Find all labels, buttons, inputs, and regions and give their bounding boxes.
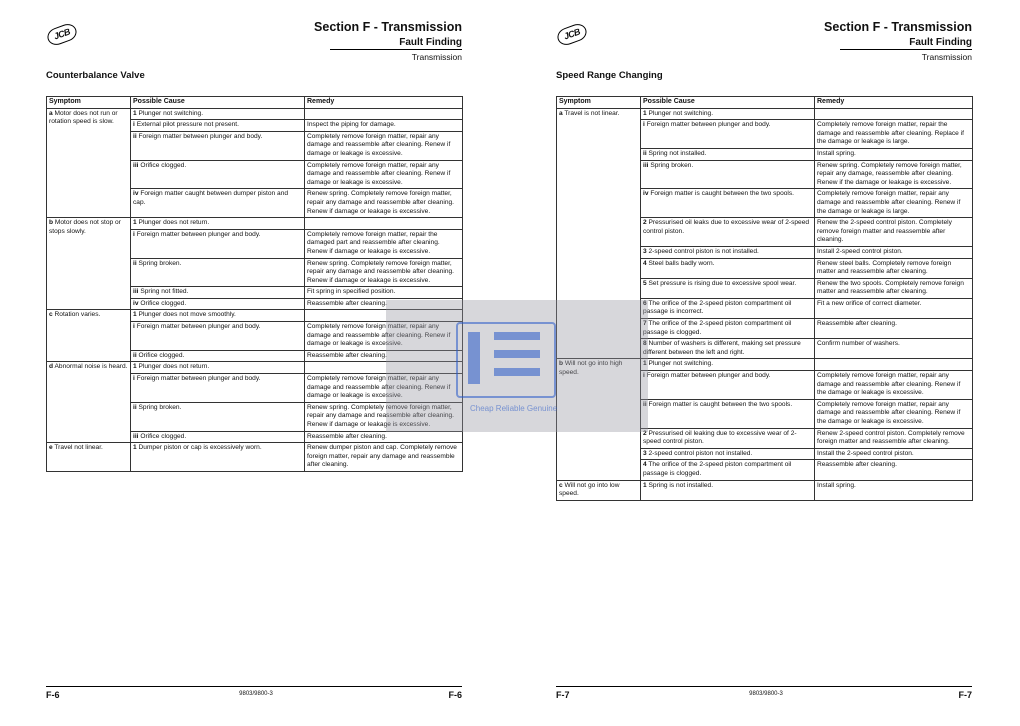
section-title: Section F - Transmission — [314, 20, 462, 34]
cause-number: i — [643, 372, 645, 380]
chapter-label: Transmission — [411, 52, 462, 62]
cause-text: Spring broken. — [138, 259, 182, 267]
cause-cell — [641, 218, 815, 247]
table-title: Speed Range Changing — [556, 70, 663, 81]
remedy-cell: Inspect the piping for damage. — [305, 120, 463, 132]
cause-text: Pressurised oil leaks due to excessive wear of 2-speed control piston. — [643, 219, 810, 235]
watermark-logo-icon — [456, 322, 556, 398]
cause-number: iii — [133, 288, 139, 296]
cause-number: ii — [133, 351, 137, 359]
symptom-text: Rotation varies. — [54, 311, 101, 319]
cause-cell — [131, 443, 305, 472]
symptom-number: e — [49, 444, 53, 452]
remedy-cell: Renew the 2-speed control piston. Completely remove foreign matter and reassemble after cleaning. — [815, 218, 973, 247]
cause-cell — [131, 310, 305, 322]
cause-text: Foreign matter between plunger and body. — [136, 323, 261, 331]
cause-text: Foreign matter between plunger and body. — [646, 121, 771, 129]
remedy-cell: Completely remove foreign matter, repair any damage and reassemble after cleaning. Renew if the damage or leakage is excessive. — [815, 399, 973, 428]
symptom-cell — [47, 443, 131, 472]
jcb-logo: JCB — [45, 21, 79, 47]
remedy-cell: Renew spring. Completely remove foreign matter, repair any damage, reassemble after cleaning. Renew if the damage or leakage is excessive. — [815, 160, 973, 189]
cause-text: Orifice clogged. — [138, 351, 185, 359]
remedy-cell: Install the 2-speed control piston. — [815, 448, 973, 460]
table-title: Counterbalance Valve — [46, 70, 145, 81]
cause-text: Spring is not installed. — [648, 481, 714, 489]
cause-cell — [131, 131, 305, 160]
cause-cell — [131, 160, 305, 189]
cause-number: 1 — [133, 444, 137, 452]
remedy-cell: Renew spring. Completely remove foreign matter, repair any damage and reassemble after cleaning. Renew if damage or leakage is excessive. — [305, 189, 463, 218]
table-row — [557, 480, 973, 500]
table-row — [557, 108, 973, 120]
table-header-row — [47, 97, 463, 109]
table-header-row — [557, 97, 973, 109]
cause-cell — [131, 374, 305, 403]
remedy-cell: Reassemble after cleaning. — [305, 298, 463, 310]
remedy-cell — [815, 108, 973, 120]
symptom-cell — [47, 310, 131, 362]
remedy-cell: Completely remove foreign matter, repair the damage and reassemble after cleaning. Replace if the damage or leakage is large. — [815, 120, 973, 149]
cause-number: ii — [133, 403, 137, 411]
watermark — [386, 300, 648, 432]
cause-text: The orifice of the 2-speed piston compartment oil passage is incorrect. — [643, 299, 792, 316]
cause-cell — [131, 350, 305, 362]
page-number-left: F-7 — [556, 690, 570, 700]
cause-text: The orifice of the 2-speed piston compartment oil passage is clogged. — [643, 320, 792, 336]
remedy-cell — [305, 218, 463, 230]
cause-cell — [131, 229, 305, 258]
page-number-right: F-6 — [448, 690, 462, 700]
page-number-right: F-7 — [958, 690, 972, 700]
cause-number: 7 — [643, 320, 647, 328]
table-row — [47, 443, 463, 472]
cause-text: Spring broken. — [138, 403, 182, 411]
cause-text: Plunger does not return. — [138, 219, 210, 227]
cause-cell — [131, 322, 305, 351]
symptom-number: c — [559, 481, 563, 489]
header-rule — [840, 49, 972, 50]
symptom-cell — [47, 108, 131, 218]
remedy-cell: Renew dumper piston and cap. Completely remove foreign matter, repair any damage and reassemble after cleaning. — [305, 443, 463, 472]
header-cause: Possible Cause — [131, 97, 305, 109]
cause-text: Plunger does not move smoothly. — [138, 311, 236, 319]
header-remedy: Remedy — [815, 97, 973, 109]
remedy-cell: Install 2-speed control piston. — [815, 246, 973, 258]
doc-code: 9803/9800-3 — [749, 691, 783, 697]
cause-cell — [641, 460, 815, 480]
cause-number: 1 — [133, 109, 137, 117]
cause-text: Spring not installed. — [648, 149, 707, 157]
cause-cell — [131, 189, 305, 218]
header-symptom: Symptom — [47, 97, 131, 109]
table-row — [47, 108, 463, 120]
footer-rule — [46, 686, 462, 687]
cause-cell — [641, 339, 815, 359]
symptom-text: Will not go into low speed. — [559, 481, 620, 498]
cause-cell — [131, 108, 305, 120]
cause-number: 8 — [643, 340, 647, 348]
cause-number: i — [643, 121, 645, 129]
symptom-text: Abnormal noise is heard. — [54, 363, 128, 371]
symptom-number: d — [49, 363, 54, 371]
remedy-cell: Renew spring. Completely remove foreign matter, repair any damage and reassemble after cleaning. Renew if damage or leakage is excessive. — [305, 402, 463, 431]
chapter-label: Transmission — [921, 52, 972, 62]
cause-cell — [641, 160, 815, 189]
symptom-number: a — [49, 109, 53, 117]
cause-text: Plunger not switching. — [648, 360, 714, 368]
cause-cell — [641, 298, 815, 318]
symptom-number: c — [49, 311, 53, 319]
remedy-cell: Completely remove foreign matter, repair the damaged part and reassemble after cleaning. Renew if damage or leakage is excessive. — [305, 229, 463, 258]
section-subtitle: Fault Finding — [909, 37, 972, 48]
remedy-cell — [305, 108, 463, 120]
cause-number: ii — [133, 259, 137, 267]
header-cause: Possible Cause — [641, 97, 815, 109]
remedy-cell: Completely remove foreign matter, repair any damage and reassemble after cleaning. Renew if damage or leakage is excessive. — [305, 160, 463, 189]
cause-text: Foreign matter caught between dumper piston and cap. — [133, 190, 289, 206]
symptom-cell — [47, 362, 131, 443]
cause-number: i — [133, 230, 135, 238]
symptom-text: Motor does not stop or stops slowly. — [49, 219, 121, 235]
doc-code: 9803/9800-3 — [239, 691, 273, 697]
cause-cell — [641, 189, 815, 218]
remedy-cell: Reassemble after cleaning. — [815, 319, 973, 339]
cause-cell — [641, 108, 815, 120]
header-remedy: Remedy — [305, 97, 463, 109]
cause-number: i — [133, 121, 135, 129]
watermark-text: Cheap Reliable Genuine — [470, 404, 558, 413]
cause-number: 1 — [133, 219, 137, 227]
cause-cell — [131, 218, 305, 230]
cause-text: Orifice clogged. — [140, 432, 187, 440]
remedy-cell: Confirm number of washers. — [815, 339, 973, 359]
jcb-logo: JCB — [555, 21, 589, 47]
cause-text: Steel balls badly worn. — [648, 259, 715, 267]
cause-number: 1 — [133, 311, 137, 319]
cause-number: ii — [643, 149, 647, 157]
remedy-cell: Fit a new orifice of correct diameter. — [815, 298, 973, 318]
cause-number: iv — [133, 190, 139, 198]
cause-text: Plunger does not return. — [138, 363, 210, 371]
cause-text: Foreign matter is caught between the two spools. — [648, 400, 793, 408]
symptom-text: Will not go into high speed. — [559, 360, 623, 377]
remedy-cell: Completely remove foreign matter, repair any damage and reassemble after cleaning. Renew if damage or leakage is excessive. — [305, 374, 463, 403]
cause-cell — [641, 371, 815, 400]
cause-number: 2 — [643, 219, 647, 227]
section-subtitle: Fault Finding — [399, 37, 462, 48]
symptom-cell — [557, 480, 641, 500]
cause-text: Foreign matter between plunger and body. — [136, 375, 261, 383]
remedy-cell: Completely remove foreign matter, repair any damage and reassemble after cleaning. Renew if damage or leakage is excessive. — [305, 322, 463, 351]
cause-number: 1 — [643, 109, 647, 117]
cause-text: Spring not fitted. — [140, 288, 189, 296]
cause-cell — [641, 148, 815, 160]
cause-cell — [641, 448, 815, 460]
cause-number: iii — [643, 161, 649, 169]
cause-cell — [641, 428, 815, 448]
cause-number: 5 — [643, 279, 647, 287]
remedy-cell: Renew spring. Completely remove foreign matter, repair any damage and reassemble after cleaning. Renew if damage or leakage is excessive. — [305, 258, 463, 287]
cause-number: i — [133, 323, 135, 331]
cause-text: Spring broken. — [650, 161, 694, 169]
cause-number: ii — [133, 132, 137, 140]
symptom-text: Motor does not run or rotation speed is slow. — [49, 109, 118, 126]
remedy-cell: Install spring. — [815, 480, 973, 500]
cause-number: 1 — [643, 360, 647, 368]
table-row — [47, 218, 463, 230]
cause-text: Orifice clogged. — [140, 299, 187, 307]
cause-text: External pilot pressure not present. — [136, 121, 239, 129]
symptom-number: b — [559, 360, 564, 368]
cause-number: 1 — [133, 363, 137, 371]
cause-number: 3 — [643, 247, 647, 255]
cause-number: iii — [133, 161, 139, 169]
footer-rule — [556, 686, 972, 687]
symptom-number: b — [49, 219, 54, 227]
remedy-cell: Completely remove foreign matter, repair any damage and reassemble after cleaning. Renew if damage or leakage is excessive. — [305, 131, 463, 160]
cause-text: Pressurised oil leaking due to excessive wear of 2-speed control piston. — [643, 429, 797, 446]
cause-cell — [131, 362, 305, 374]
header-rule — [330, 49, 462, 50]
symptom-cell — [47, 218, 131, 310]
cause-number: 1 — [643, 481, 647, 489]
cause-number: 4 — [643, 259, 647, 267]
cause-cell — [131, 431, 305, 443]
remedy-cell: Renew 2-speed control piston. Completely remove foreign matter and reassemble after cleaning. — [815, 428, 973, 448]
cause-text: Foreign matter between plunger and body. — [136, 230, 261, 238]
cause-cell — [641, 480, 815, 500]
cause-cell — [131, 402, 305, 431]
cause-number: 2 — [643, 429, 647, 437]
cause-text: 2-speed control piston is not installed. — [648, 247, 759, 255]
remedy-cell: Completely remove foreign matter, repair any damage and reassemble after cleaning. Renew if the damage or leakage is large. — [815, 189, 973, 218]
page-number-left: F-6 — [46, 690, 60, 700]
cause-cell — [641, 319, 815, 339]
cause-number: iii — [133, 432, 139, 440]
cause-cell — [641, 359, 815, 371]
fault-table-right — [556, 96, 973, 501]
remedy-cell: Install spring. — [815, 148, 973, 160]
cause-text: Plunger not switching. — [648, 109, 714, 117]
remedy-cell: Reassemble after cleaning. — [305, 350, 463, 362]
cause-number: ii — [643, 400, 647, 408]
header-symptom: Symptom — [557, 97, 641, 109]
cause-number: iv — [133, 299, 139, 307]
remedy-cell: Reassemble after cleaning. — [815, 460, 973, 480]
cause-cell — [641, 399, 815, 428]
symptom-text: Travel is not linear. — [564, 109, 620, 117]
cause-cell — [641, 246, 815, 258]
cause-text: Foreign matter is caught between the two spools. — [650, 190, 795, 198]
remedy-cell: Completely remove foreign matter, repair any damage and reassemble after cleaning. Renew if the damage or leakage is excessive. — [815, 371, 973, 400]
remedy-cell: Renew the two spools. Completely remove foreign matter and reassemble after cleaning. — [815, 278, 973, 298]
cause-text: Dumper piston or cap is excessively worn. — [138, 444, 262, 452]
cause-text: Orifice clogged. — [140, 161, 187, 169]
cause-cell — [131, 287, 305, 299]
cause-text: 2-speed control piston not installed. — [648, 449, 753, 457]
cause-text: Plunger not switching. — [138, 109, 204, 117]
cause-text: Set pressure is rising due to excessive spool wear. — [648, 279, 797, 287]
cause-number: 4 — [643, 461, 647, 469]
remedy-cell — [815, 359, 973, 371]
cause-cell — [131, 258, 305, 287]
symptom-number: a — [559, 109, 563, 117]
cause-cell — [131, 298, 305, 310]
cause-cell — [641, 258, 815, 278]
symptom-text: Travel not linear. — [54, 444, 103, 452]
cause-number: 6 — [643, 299, 647, 307]
cause-text: The orifice of the 2-speed piston compartment oil passage is clogged. — [643, 461, 792, 477]
cause-number: iv — [643, 190, 649, 198]
section-title: Section F - Transmission — [824, 20, 972, 34]
cause-number: 3 — [643, 449, 647, 457]
cause-cell — [641, 120, 815, 149]
remedy-cell: Fit spring in specified position. — [305, 287, 463, 299]
cause-text: Foreign matter between plunger and body. — [646, 372, 771, 380]
cause-number: i — [133, 375, 135, 383]
cause-text: Foreign matter between plunger and body. — [138, 132, 263, 140]
cause-cell — [641, 278, 815, 298]
remedy-cell: Renew steel balls. Completely remove foreign matter and reassemble after cleaning. — [815, 258, 973, 278]
cause-text: Number of washers is different, making set pressure different between the left and right. — [643, 340, 801, 356]
remedy-cell: Reassemble after cleaning. — [305, 431, 463, 443]
cause-cell — [131, 120, 305, 132]
